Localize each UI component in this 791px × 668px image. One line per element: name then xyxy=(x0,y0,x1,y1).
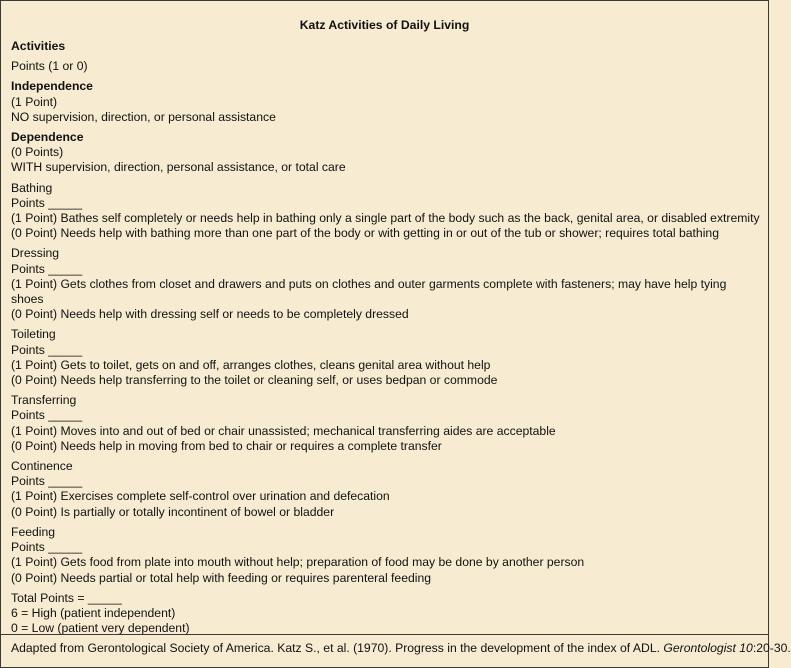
activities-section xyxy=(11,39,761,54)
total-section xyxy=(11,591,761,637)
feeding-points: Points _____ xyxy=(11,540,83,555)
bathing-one-point: (1 Point) Bathes self completely or needs help in bathing only a single part of the body such as the back, genital area, or disabled extremity xyxy=(11,211,760,226)
continence-one-point: (1 Point) Exercises complete self-control over urination and defecation xyxy=(11,489,390,504)
dependence-points: (0 Points) xyxy=(11,145,64,160)
dressing-label: Dressing xyxy=(11,246,60,261)
citation-journal: Gerontologist 10 xyxy=(663,641,753,655)
transferring-section xyxy=(11,393,761,454)
dressing-one-point: (1 Point) Gets clothes from closet and drawers and puts on clothes and outer garments complete with fasteners; may have help tying shoes xyxy=(11,276,727,307)
bathing-section xyxy=(11,181,761,242)
independence-desc: NO supervision, direction, or personal assistance xyxy=(11,109,276,124)
independence-section xyxy=(11,79,761,125)
continence-zero-point: (0 Point) Is partially or totally incontinent of bowel or bladder xyxy=(11,504,335,519)
total-low: 0 = Low (patient very dependent) xyxy=(11,621,190,636)
total-high: 6 = High (patient independent) xyxy=(11,605,176,620)
transferring-zero-point: (0 Point) Needs help in moving from bed to chair or requires a complete transfer xyxy=(11,438,442,453)
dependence-section xyxy=(11,130,761,176)
continence-points: Points _____ xyxy=(11,474,83,489)
toileting-zero-point: (0 Point) Needs help transferring to the toilet or cleaning self, or uses bedpan or commode xyxy=(11,373,498,388)
dressing-zero-point: (0 Point) Needs help with dressing self or needs to be completely dressed xyxy=(11,307,409,322)
citation xyxy=(11,641,791,656)
points-section xyxy=(11,59,761,74)
dependence-heading: Dependence xyxy=(11,130,84,145)
continence-label: Continence xyxy=(11,459,73,474)
transferring-points: Points _____ xyxy=(11,408,83,423)
bathing-points: Points _____ xyxy=(11,195,83,210)
form-content xyxy=(11,39,761,641)
bathing-zero-point: (0 Point) Needs help with bathing more than one part of the body or with getting in or out of the tub or shower; requires total bathing xyxy=(11,226,719,241)
independence-heading: Independence xyxy=(11,79,93,94)
toileting-section xyxy=(11,327,761,388)
transferring-one-point: (1 Point) Moves into and out of bed or chair unassisted; mechanical transferring aides are acceptable xyxy=(11,423,556,438)
dependence-desc: WITH supervision, direction, personal assistance, or total care xyxy=(11,160,346,175)
feeding-one-point: (1 Point) Gets food from plate into mouth without help; preparation of food may be done by another person xyxy=(11,555,585,570)
citation-pages: :20-30. xyxy=(752,641,791,655)
toileting-points: Points _____ xyxy=(11,342,83,357)
bathing-label: Bathing xyxy=(11,180,53,195)
points-heading: Points (1 or 0) xyxy=(11,59,88,74)
toileting-label: Toileting xyxy=(11,327,56,342)
dressing-points: Points _____ xyxy=(11,261,83,276)
feeding-label: Feeding xyxy=(11,524,56,539)
feeding-section xyxy=(11,525,761,586)
toileting-one-point: (1 Point) Gets to toilet, gets on and off, arranges clothes, cleans genital area without help xyxy=(11,357,491,372)
citation-text: Adapted from Gerontological Society of America. Katz S., et al. (1970). Progress in the development of the index of ADL. xyxy=(11,641,664,655)
form-title: Katz Activities of Daily Living xyxy=(299,18,470,32)
independence-points: (1 Point) xyxy=(11,94,58,109)
continence-section xyxy=(11,459,761,520)
activities-heading: Activities xyxy=(11,39,66,53)
transferring-label: Transferring xyxy=(11,393,77,408)
feeding-zero-point: (0 Point) Needs partial or total help with feeding or requires parenteral feeding xyxy=(11,570,432,585)
total-points: Total Points = _____ xyxy=(11,590,122,605)
footer-divider xyxy=(1,634,768,635)
dressing-section xyxy=(11,246,761,322)
